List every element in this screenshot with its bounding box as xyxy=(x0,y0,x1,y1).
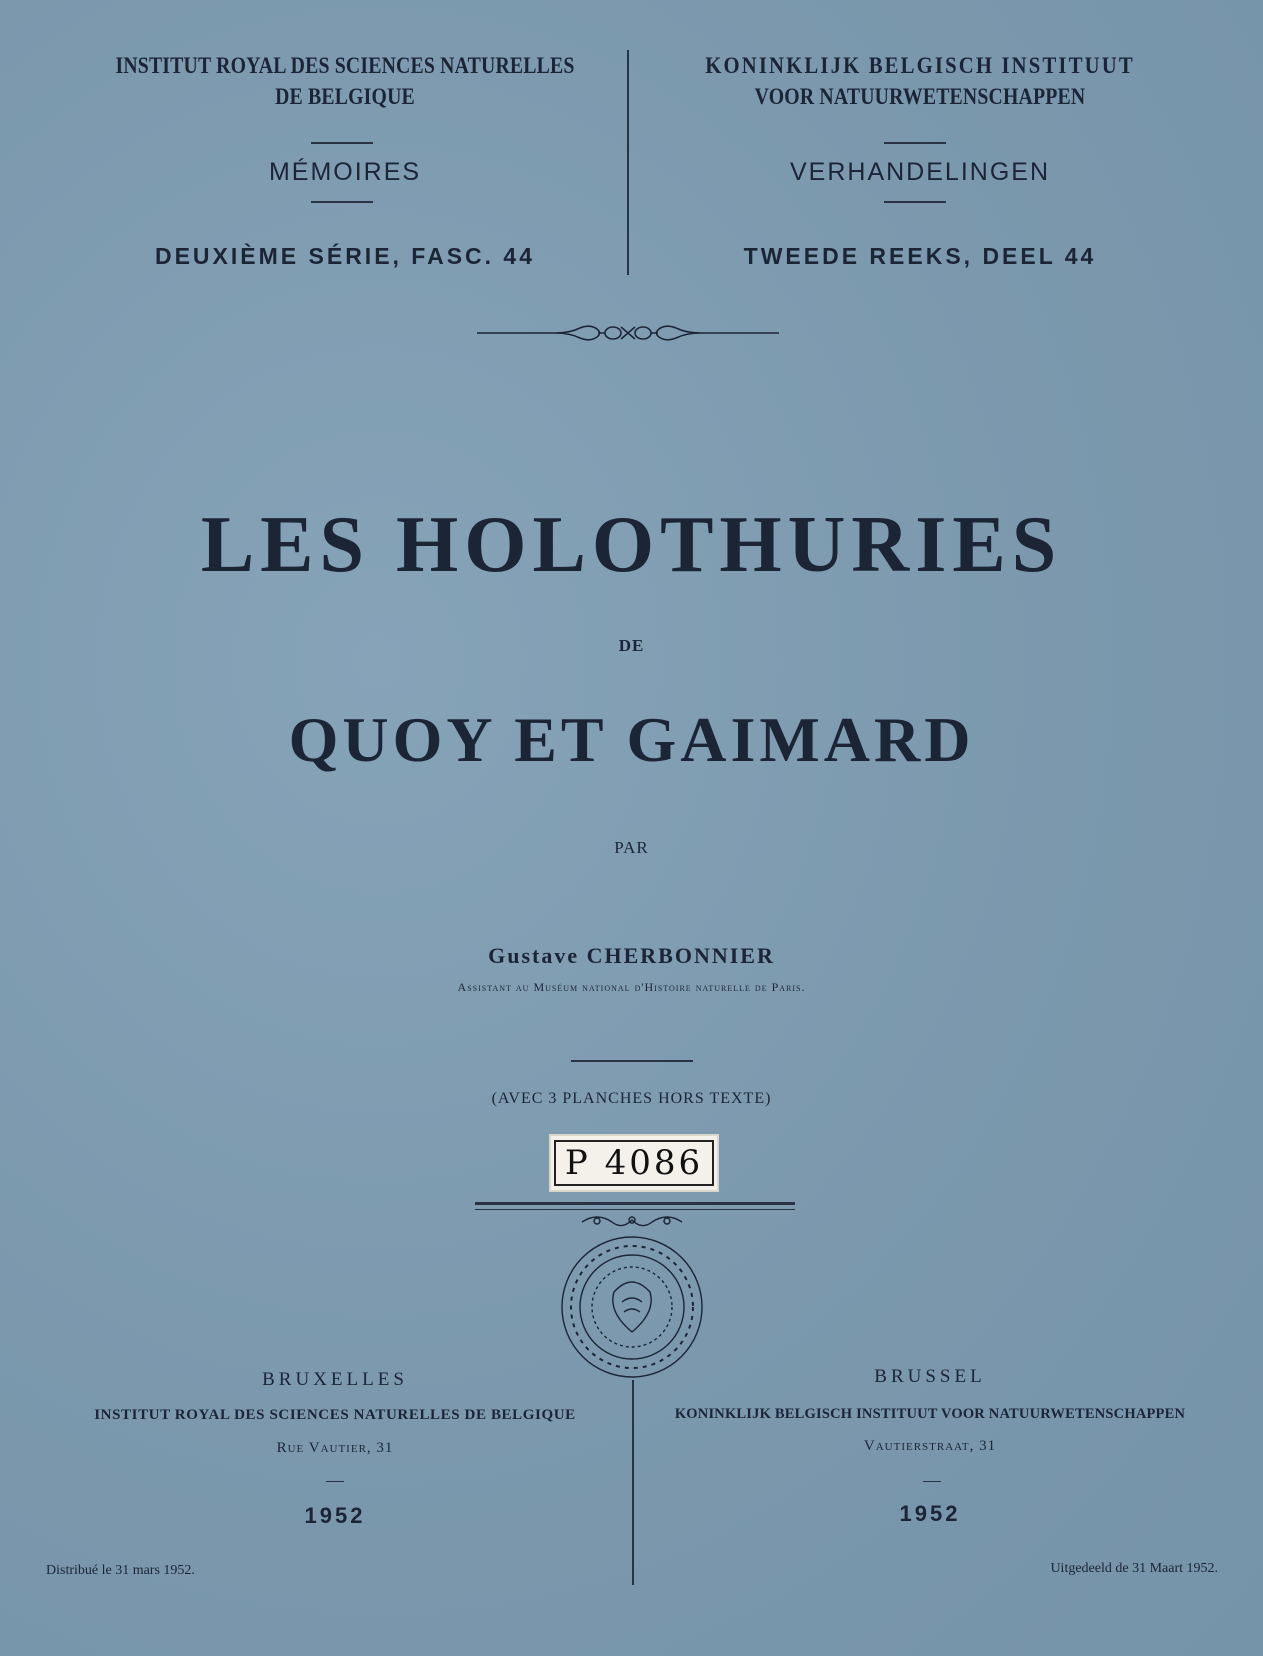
divider xyxy=(326,1481,344,1482)
header-nl xyxy=(640,50,1200,112)
publisher-fr: INSTITUT ROYAL DES SCIENCES NATURELLES DE BELGIQUE xyxy=(94,1407,576,1423)
year-nl: 1952 xyxy=(899,1501,961,1526)
institute-name-fr-line2: DE BELGIQUE xyxy=(275,84,415,109)
divider xyxy=(884,142,946,144)
series-name-nl: VERHANDELINGEN xyxy=(790,158,1050,186)
title-par: PAR xyxy=(614,838,649,857)
city-nl: BRUSSEL xyxy=(874,1366,986,1387)
header-column-divider xyxy=(627,50,629,275)
divider xyxy=(311,201,373,203)
header-fr xyxy=(60,50,630,112)
divider xyxy=(571,1060,693,1062)
title-line1: LES HOLOTHURIES xyxy=(200,501,1063,589)
catalog-label xyxy=(549,1134,719,1192)
plates-note: (AVEC 3 PLANCHES HORS TEXTE) xyxy=(491,1090,772,1107)
series-number-fr: DEUXIÈME SÉRIE, FASC. 44 xyxy=(154,243,536,269)
title-de: DE xyxy=(618,636,645,655)
distribution-date-nl: Uitgedeeld de 31 Maart 1952. xyxy=(1050,1561,1218,1576)
publisher-nl: KONINKLIJK BELGISCH INSTITUUT VOOR NATUURWETENSCHAPPEN xyxy=(674,1406,1186,1422)
divider xyxy=(475,1209,795,1210)
divider xyxy=(884,201,946,203)
divider xyxy=(923,1481,941,1482)
series-number-nl: TWEEDE REEKS, DEEL 44 xyxy=(743,243,1097,269)
series-name-fr: MÉMOIRES xyxy=(268,158,422,186)
institute-name-fr-line1: INSTITUT ROYAL DES SCIENCES NATURELLES xyxy=(115,53,575,78)
library-stamp-icon xyxy=(552,1212,712,1382)
address-fr: Rue Vautier, 31 xyxy=(276,1440,394,1456)
institute-name-nl-line1: KONINKLIJK BELGISCH INSTITUUT xyxy=(705,53,1135,78)
address-nl: Vautierstraat, 31 xyxy=(863,1438,997,1454)
footer-column-divider xyxy=(632,1380,634,1585)
divider xyxy=(475,1202,795,1205)
title-line2: QUOY ET GAIMARD xyxy=(288,704,975,775)
year-fr: 1952 xyxy=(304,1503,366,1528)
author-affiliation: Assistant au Muséum national d'Histoire naturelle de Paris. xyxy=(457,980,806,994)
distribution-date-fr: Distribué le 31 mars 1952. xyxy=(46,1563,195,1578)
divider xyxy=(311,142,373,144)
city-fr: BRUXELLES xyxy=(262,1369,408,1390)
institute-name-nl-line2: VOOR NATUURWETENSCHAPPEN xyxy=(754,84,1086,109)
catalog-label-text: P 4086 xyxy=(554,1140,714,1186)
ornament-icon xyxy=(475,318,781,348)
author-name: Gustave CHERBONNIER xyxy=(488,943,775,968)
